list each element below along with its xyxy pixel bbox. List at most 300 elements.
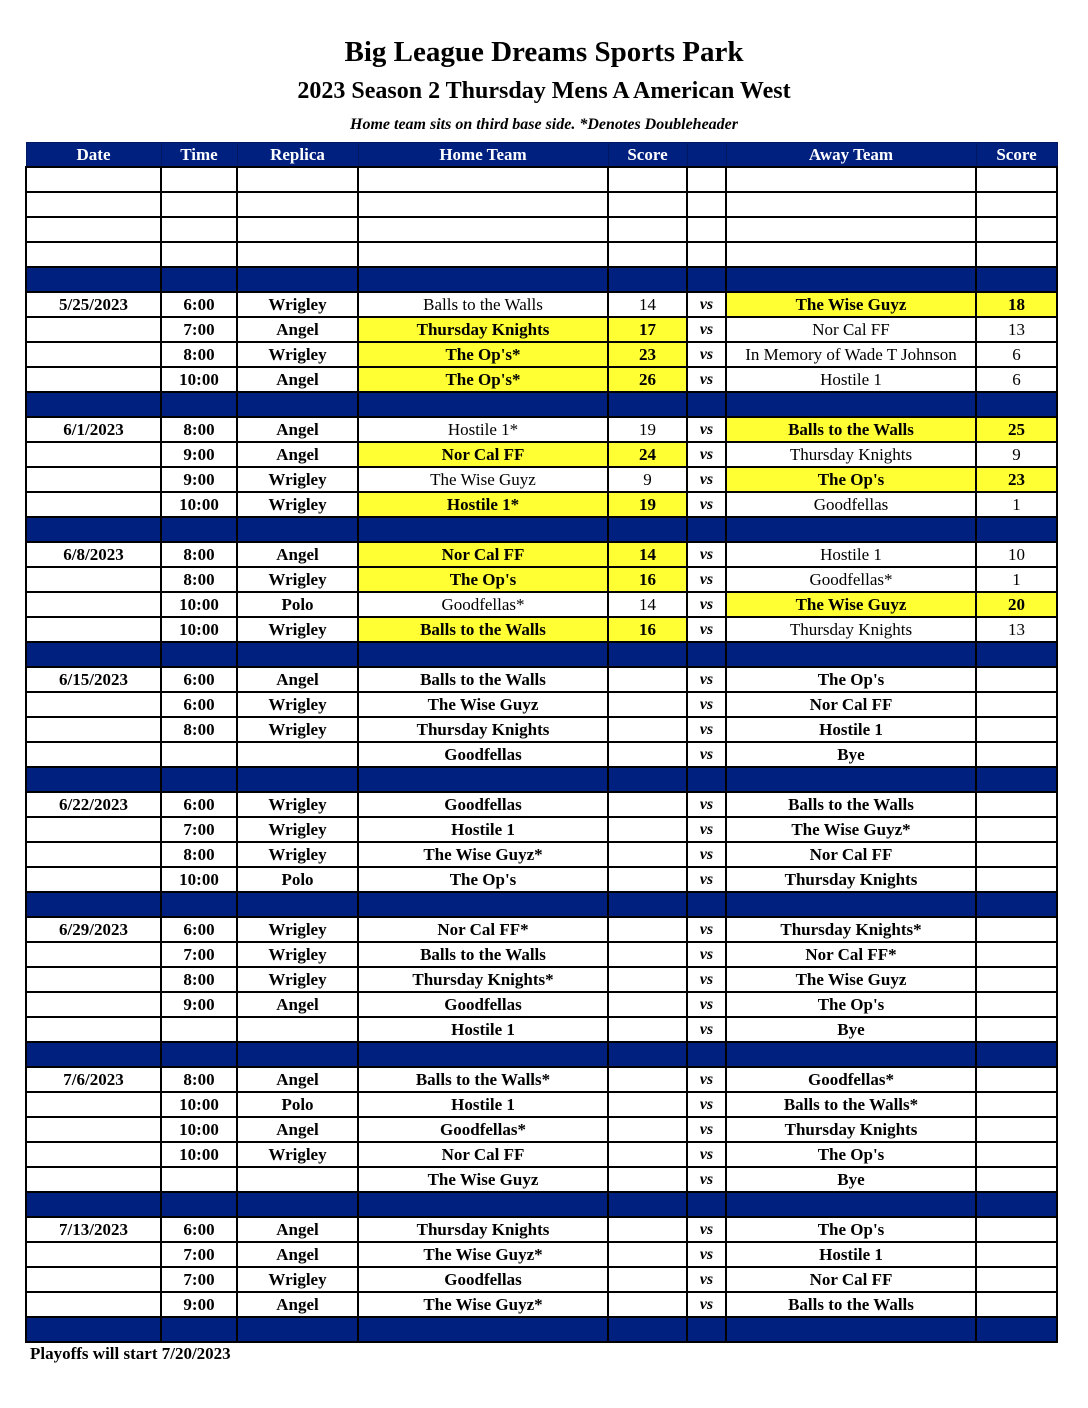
blank-cell — [237, 217, 358, 242]
replica-cell: Wrigley — [237, 792, 358, 817]
home-team-cell — [358, 342, 608, 367]
week-separator-row — [26, 1042, 1057, 1067]
game-row — [26, 692, 1057, 717]
home-team-name: Hostile 1 — [451, 1095, 515, 1114]
away-team-name: In Memory of Wade T Johnson — [745, 345, 957, 364]
away-score-cell: 13 — [976, 317, 1057, 342]
vs-cell: vs — [687, 1242, 726, 1267]
game-row — [26, 1292, 1057, 1317]
away-score-cell — [976, 867, 1057, 892]
away-team-cell — [726, 592, 976, 617]
away-team-name: Thursday Knights — [789, 620, 913, 639]
separator-cell — [976, 892, 1057, 917]
vs-cell: vs — [687, 592, 726, 617]
week-separator-row — [26, 1192, 1057, 1217]
time-cell: 7:00 — [161, 1242, 237, 1267]
away-team-name: Thursday Knights* — [780, 920, 922, 939]
home-team-name: Nor Cal FF* — [437, 920, 529, 939]
away-score-cell — [976, 1292, 1057, 1317]
away-score-cell — [976, 667, 1057, 692]
separator-cell — [726, 267, 976, 292]
home-team-name: Goodfellas — [444, 995, 522, 1014]
home-team-name: Thursday Knights — [416, 720, 550, 739]
away-score-cell — [976, 842, 1057, 867]
date-cell — [26, 1092, 161, 1117]
vs-cell: vs — [687, 1217, 726, 1242]
away-team-name: Thursday Knights — [789, 445, 913, 464]
away-team-name: Goodfellas* — [809, 570, 893, 589]
away-score-cell: 6 — [976, 342, 1057, 367]
date-cell — [26, 717, 161, 742]
date-cell: 6/8/2023 — [26, 542, 161, 567]
date-cell: 7/6/2023 — [26, 1067, 161, 1092]
replica-cell: Angel — [237, 1067, 358, 1092]
replica-cell: Wrigley — [237, 567, 358, 592]
date-cell — [26, 367, 161, 392]
game-row — [26, 567, 1057, 592]
separator-cell — [726, 642, 976, 667]
blank-cell — [161, 242, 237, 267]
separator-cell — [161, 267, 237, 292]
home-team-name: Goodfellas — [444, 1270, 522, 1289]
replica-cell: Angel — [237, 417, 358, 442]
away-team-cell — [726, 817, 976, 842]
separator-cell — [161, 1192, 237, 1217]
home-team-cell — [358, 317, 608, 342]
date-cell: 5/25/2023 — [26, 292, 161, 317]
game-row — [26, 1242, 1057, 1267]
blank-cell — [608, 242, 687, 267]
separator-cell — [608, 1317, 687, 1342]
home-score-cell: 9 — [608, 467, 687, 492]
game-row — [26, 442, 1057, 467]
game-row — [26, 467, 1057, 492]
time-cell: 10:00 — [161, 617, 237, 642]
home-team-cell — [358, 967, 608, 992]
home-team-cell — [358, 717, 608, 742]
time-cell: 9:00 — [161, 1292, 237, 1317]
time-cell: 8:00 — [161, 1067, 237, 1092]
away-team-name: Thursday Knights — [784, 1120, 918, 1139]
table-header-row — [26, 143, 1057, 168]
separator-cell — [608, 392, 687, 417]
column-header-vs — [687, 143, 726, 168]
home-score-cell — [608, 1067, 687, 1092]
blank-cell — [26, 192, 161, 217]
separator-cell — [26, 1192, 161, 1217]
time-cell: 10:00 — [161, 1142, 237, 1167]
home-team-cell — [358, 1142, 608, 1167]
home-team-cell — [358, 817, 608, 842]
home-team-name: Thursday Knights* — [412, 970, 554, 989]
date-cell: 6/1/2023 — [26, 417, 161, 442]
away-team-cell — [726, 542, 976, 567]
separator-cell — [608, 767, 687, 792]
date-cell — [26, 492, 161, 517]
separator-cell — [161, 392, 237, 417]
home-team-cell — [358, 467, 608, 492]
separator-cell — [608, 642, 687, 667]
home-score-cell: 14 — [608, 592, 687, 617]
home-team-cell — [358, 1092, 608, 1117]
blank-cell — [26, 167, 161, 192]
home-score-cell — [608, 842, 687, 867]
separator-cell — [726, 392, 976, 417]
away-score-cell — [976, 967, 1057, 992]
blank-cell — [358, 167, 608, 192]
away-team-cell — [726, 942, 976, 967]
replica-cell: Wrigley — [237, 617, 358, 642]
home-team-cell — [358, 917, 608, 942]
home-team-name: Thursday Knights — [416, 320, 550, 339]
away-team-cell — [726, 717, 976, 742]
date-cell — [26, 1292, 161, 1317]
blank-cell — [726, 167, 976, 192]
home-team-name: The Wise Guyz — [427, 1170, 539, 1189]
separator-cell — [687, 1192, 726, 1217]
time-cell: 7:00 — [161, 817, 237, 842]
separator-cell — [26, 892, 161, 917]
away-score-cell: 6 — [976, 367, 1057, 392]
blank-row — [26, 192, 1057, 217]
home-team-cell — [358, 367, 608, 392]
blank-cell — [608, 192, 687, 217]
separator-cell — [161, 1317, 237, 1342]
away-team-cell — [726, 292, 976, 317]
game-row — [26, 492, 1057, 517]
replica-cell: Angel — [237, 992, 358, 1017]
home-score-cell: 23 — [608, 342, 687, 367]
time-cell: 10:00 — [161, 367, 237, 392]
away-team-cell — [726, 992, 976, 1017]
vs-cell: vs — [687, 317, 726, 342]
separator-cell — [976, 1192, 1057, 1217]
date-cell — [26, 817, 161, 842]
separator-cell — [358, 892, 608, 917]
home-team-name: Nor Cal FF — [441, 545, 525, 564]
away-team-cell — [726, 442, 976, 467]
home-score-cell — [608, 1242, 687, 1267]
date-cell — [26, 742, 161, 767]
home-team-cell — [358, 1067, 608, 1092]
game-row — [26, 817, 1057, 842]
home-team-name: Balls to the Walls — [423, 295, 543, 314]
away-team-name: Goodfellas — [813, 495, 889, 514]
vs-cell: vs — [687, 867, 726, 892]
separator-cell — [161, 767, 237, 792]
replica-cell: Polo — [237, 1092, 358, 1117]
time-cell: 8:00 — [161, 567, 237, 592]
away-team-cell — [726, 1117, 976, 1142]
away-score-cell — [976, 742, 1057, 767]
replica-cell: Wrigley — [237, 1142, 358, 1167]
time-cell: 6:00 — [161, 792, 237, 817]
home-team-cell — [358, 842, 608, 867]
blank-cell — [161, 167, 237, 192]
separator-cell — [237, 1042, 358, 1067]
separator-cell — [687, 1042, 726, 1067]
home-team-name: Nor Cal FF — [441, 445, 525, 464]
separator-cell — [687, 892, 726, 917]
blank-row — [26, 167, 1057, 192]
home-team-name: Goodfellas* — [441, 595, 525, 614]
away-team-name: Hostile 1 — [819, 1245, 883, 1264]
game-row — [26, 667, 1057, 692]
home-team-cell — [358, 592, 608, 617]
column-header-replica: Replica — [237, 143, 358, 168]
blank-cell — [726, 217, 976, 242]
away-score-cell: 10 — [976, 542, 1057, 567]
separator-cell — [726, 1317, 976, 1342]
separator-cell — [976, 392, 1057, 417]
home-team-name: Balls to the Walls — [420, 670, 546, 689]
game-row — [26, 292, 1057, 317]
separator-cell — [237, 892, 358, 917]
home-score-cell — [608, 1292, 687, 1317]
away-team-name: The Op's — [817, 1145, 885, 1164]
blank-cell — [976, 167, 1057, 192]
date-cell — [26, 1242, 161, 1267]
separator-cell — [687, 392, 726, 417]
column-header-time: Time — [161, 143, 237, 168]
time-cell: 6:00 — [161, 667, 237, 692]
vs-cell: vs — [687, 692, 726, 717]
separator-cell — [726, 892, 976, 917]
away-team-name: Balls to the Walls — [788, 1295, 914, 1314]
away-team-cell — [726, 842, 976, 867]
home-team-cell — [358, 667, 608, 692]
separator-cell — [237, 767, 358, 792]
away-team-cell — [726, 617, 976, 642]
time-cell: 8:00 — [161, 342, 237, 367]
separator-cell — [726, 517, 976, 542]
separator-cell — [358, 1192, 608, 1217]
home-team-cell — [358, 617, 608, 642]
vs-cell: vs — [687, 717, 726, 742]
page-title: Big League Dreams Sports Park — [344, 36, 744, 68]
blank-cell — [26, 242, 161, 267]
away-team-name: Hostile 1 — [820, 370, 882, 389]
home-team-name: The Wise Guyz* — [423, 1245, 543, 1264]
time-cell — [161, 742, 237, 767]
away-score-cell — [976, 792, 1057, 817]
game-row — [26, 1142, 1057, 1167]
away-score-cell — [976, 1117, 1057, 1142]
home-score-cell — [608, 1217, 687, 1242]
vs-cell: vs — [687, 992, 726, 1017]
away-team-name: The Wise Guyz — [795, 295, 907, 314]
time-cell: 7:00 — [161, 1267, 237, 1292]
away-team-cell — [726, 692, 976, 717]
separator-cell — [687, 267, 726, 292]
blank-cell — [608, 217, 687, 242]
away-team-cell — [726, 1142, 976, 1167]
home-score-cell — [608, 1142, 687, 1167]
home-team-cell — [358, 792, 608, 817]
replica-cell: Angel — [237, 442, 358, 467]
home-score-cell — [608, 817, 687, 842]
away-score-cell — [976, 992, 1057, 1017]
separator-cell — [976, 517, 1057, 542]
vs-cell: vs — [687, 917, 726, 942]
home-team-name: The Wise Guyz* — [423, 1295, 543, 1314]
replica-cell: Wrigley — [237, 967, 358, 992]
replica-cell: Angel — [237, 317, 358, 342]
home-score-cell: 16 — [608, 567, 687, 592]
schedule-body — [26, 167, 1057, 1342]
separator-cell — [237, 267, 358, 292]
blank-cell — [976, 217, 1057, 242]
separator-cell — [161, 517, 237, 542]
game-row — [26, 1017, 1057, 1042]
schedule-table — [25, 142, 1058, 1343]
home-score-cell: 14 — [608, 292, 687, 317]
vs-cell: vs — [687, 842, 726, 867]
game-row — [26, 1267, 1057, 1292]
date-cell: 6/29/2023 — [26, 917, 161, 942]
away-team-name: Hostile 1 — [819, 720, 883, 739]
separator-cell — [608, 1042, 687, 1067]
away-team-name: The Op's — [817, 470, 885, 489]
blank-cell — [161, 217, 237, 242]
blank-cell — [161, 192, 237, 217]
game-row — [26, 1117, 1057, 1142]
week-separator-row — [26, 1317, 1057, 1342]
away-team-name: The Wise Guyz — [795, 595, 907, 614]
replica-cell — [237, 1017, 358, 1042]
home-score-cell — [608, 1117, 687, 1142]
separator-cell — [237, 1317, 358, 1342]
blank-cell — [726, 242, 976, 267]
away-team-cell — [726, 467, 976, 492]
separator-cell — [976, 1042, 1057, 1067]
time-cell: 10:00 — [161, 592, 237, 617]
week-separator-row — [26, 392, 1057, 417]
away-team-cell — [726, 1067, 976, 1092]
time-cell — [161, 1167, 237, 1192]
home-team-name: The Op's* — [445, 345, 521, 364]
home-score-cell — [608, 917, 687, 942]
separator-cell — [237, 392, 358, 417]
schedule-note: Home team sits on third base side. *Denotes Doubleheader — [350, 116, 738, 133]
column-header-away-score: Score — [976, 143, 1057, 168]
date-cell — [26, 1117, 161, 1142]
blank-cell — [237, 167, 358, 192]
separator-cell — [608, 517, 687, 542]
vs-cell: vs — [687, 492, 726, 517]
date-cell — [26, 1142, 161, 1167]
game-row — [26, 967, 1057, 992]
date-cell: 6/15/2023 — [26, 667, 161, 692]
away-score-cell — [976, 1267, 1057, 1292]
vs-cell: vs — [687, 1092, 726, 1117]
vs-cell: vs — [687, 442, 726, 467]
away-score-cell: 1 — [976, 567, 1057, 592]
home-score-cell: 19 — [608, 417, 687, 442]
home-team-name: Balls to the Walls — [420, 945, 546, 964]
away-team-cell — [726, 567, 976, 592]
replica-cell: Wrigley — [237, 292, 358, 317]
game-row — [26, 842, 1057, 867]
game-row — [26, 317, 1057, 342]
game-row — [26, 367, 1057, 392]
vs-cell: vs — [687, 367, 726, 392]
game-row — [26, 617, 1057, 642]
home-team-cell — [358, 867, 608, 892]
separator-cell — [358, 767, 608, 792]
week-separator-row — [26, 767, 1057, 792]
replica-cell — [237, 1167, 358, 1192]
blank-cell — [726, 192, 976, 217]
column-header-away-team: Away Team — [726, 143, 976, 168]
away-team-name: Bye — [837, 1170, 865, 1189]
column-header-home-score: Score — [608, 143, 687, 168]
separator-cell — [26, 392, 161, 417]
vs-cell: vs — [687, 417, 726, 442]
replica-cell: Wrigley — [237, 817, 358, 842]
time-cell: 8:00 — [161, 842, 237, 867]
time-cell: 6:00 — [161, 917, 237, 942]
separator-cell — [687, 642, 726, 667]
home-score-cell — [608, 1092, 687, 1117]
time-cell: 8:00 — [161, 717, 237, 742]
replica-cell: Wrigley — [237, 467, 358, 492]
away-team-cell — [726, 967, 976, 992]
separator-cell — [237, 517, 358, 542]
home-team-cell — [358, 1167, 608, 1192]
separator-cell — [358, 517, 608, 542]
separator-cell — [976, 642, 1057, 667]
home-team-name: The Wise Guyz* — [423, 845, 543, 864]
away-score-cell: 23 — [976, 467, 1057, 492]
away-team-name: The Wise Guyz* — [791, 820, 911, 839]
game-row — [26, 542, 1057, 567]
home-team-cell — [358, 442, 608, 467]
away-team-name: Bye — [837, 745, 865, 764]
away-team-cell — [726, 1167, 976, 1192]
separator-cell — [26, 1317, 161, 1342]
separator-cell — [976, 767, 1057, 792]
blank-cell — [237, 192, 358, 217]
replica-cell: Angel — [237, 1217, 358, 1242]
away-team-name: The Op's — [817, 1220, 885, 1239]
separator-cell — [26, 767, 161, 792]
week-separator-row — [26, 892, 1057, 917]
home-score-cell — [608, 692, 687, 717]
home-team-name: The Wise Guyz — [427, 695, 539, 714]
replica-cell: Polo — [237, 592, 358, 617]
separator-cell — [608, 267, 687, 292]
week-separator-row — [26, 267, 1057, 292]
home-score-cell — [608, 942, 687, 967]
blank-cell — [26, 217, 161, 242]
vs-cell: vs — [687, 792, 726, 817]
separator-cell — [358, 267, 608, 292]
vs-cell: vs — [687, 967, 726, 992]
separator-cell — [161, 642, 237, 667]
time-cell: 9:00 — [161, 467, 237, 492]
time-cell: 7:00 — [161, 317, 237, 342]
away-team-cell — [726, 1217, 976, 1242]
home-team-cell — [358, 1267, 608, 1292]
replica-cell — [237, 742, 358, 767]
date-cell — [26, 442, 161, 467]
away-team-name: Nor Cal FF — [812, 320, 890, 339]
away-team-cell — [726, 342, 976, 367]
blank-cell — [608, 167, 687, 192]
date-cell — [26, 867, 161, 892]
separator-cell — [26, 267, 161, 292]
